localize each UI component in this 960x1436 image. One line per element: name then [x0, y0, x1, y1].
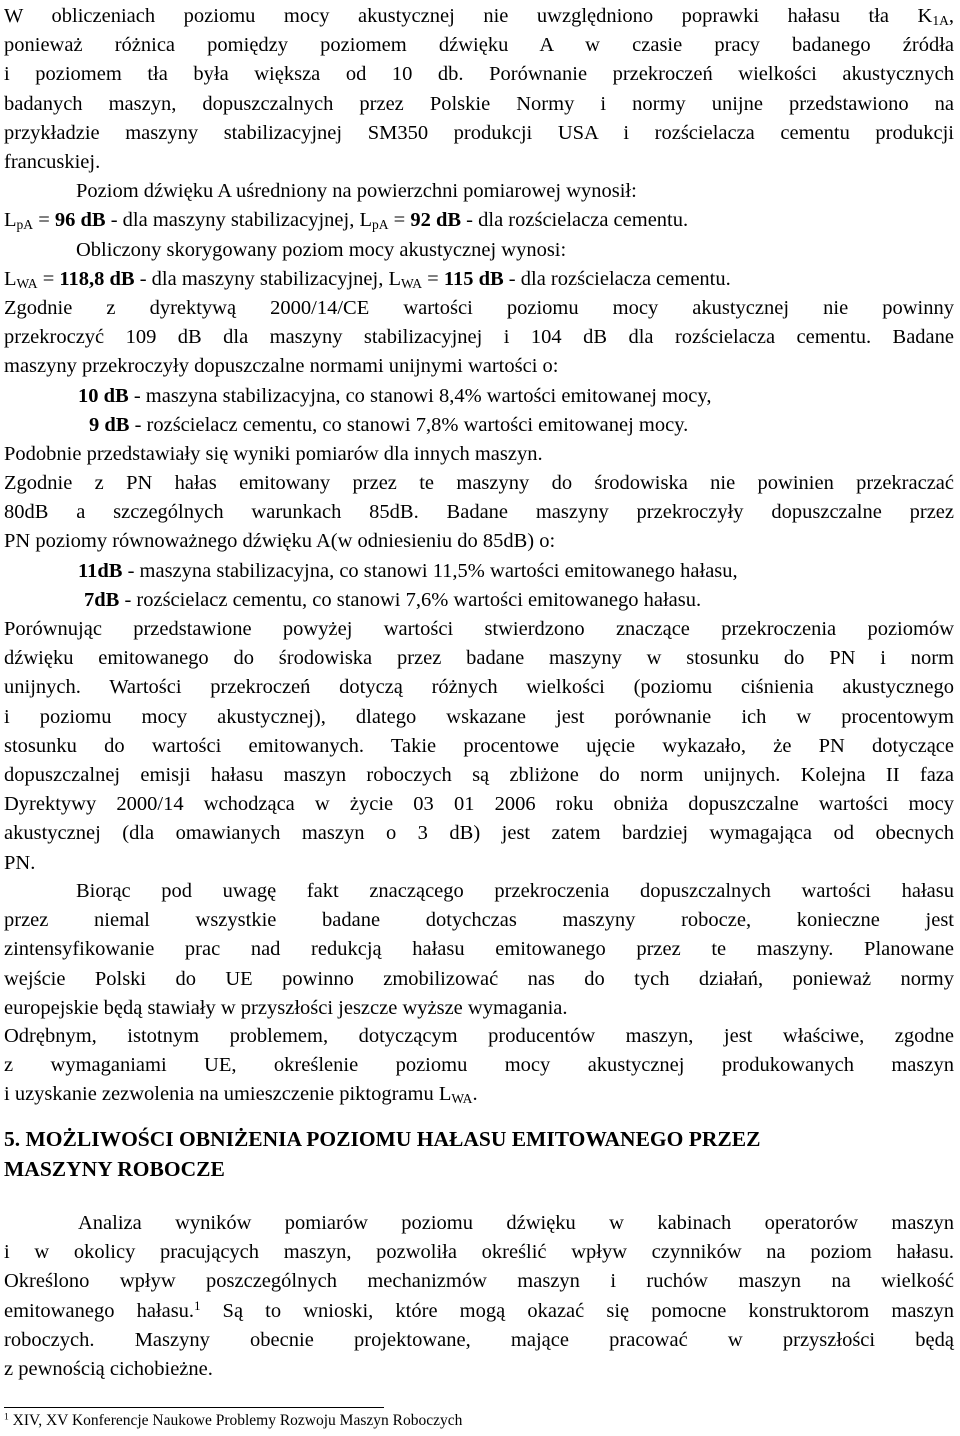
paragraph-sound-level: Poziom dźwięku A uśredniony na powierzchni pomiarowej wynosił: $L_{pA} = 96$ dB - dla maszyny stabilizacyjnej, $L_{pA} = 92$ dB - dla rozścielacza cementu. [4, 180, 689, 233]
footnote: $^1$ XIV, XV Konferencje Naukowe Problemy Rozwoju Maszyn Roboczych [4, 1411, 463, 1429]
paragraph-pn-limits: Zgodnie z PN hałas emitowany przez te maszyny do środowiska nie powinien przekraczać 80dB a szczególnych warunkach 85dB. Badane maszyny przekroczyły dopuszczalne przez PN poziomy równoważnego dźwięku A(w odniesieniu do 85dB) o: 11dB - maszyna stabilizacyjna, co stanowi 11,5% wartości emitowanego hałasu, 7dB - rozścielacz cementu, co stanowi 7,6% wartości emitowanego hałasu. [4, 469, 954, 615]
footnote-separator [4, 1407, 384, 1408]
list-item: 11dB - maszyna stabilizacyjna, co stanowi 11,5% wartości emitowanego hałasu, [78, 559, 738, 582]
paragraph-sound-power: Obliczony skorygowany poziom mocy akustycznej wynosi: $L_{WA} = 118,8$ dB - dla maszyny stabilizacyjnej, $L_{WA} = 115$ dB - dla rozścielacza cementu. [4, 239, 731, 292]
paragraph-analysis: Analiza wyników pomiarów poziomu dźwięku w kabinach operatorów maszyn i w okolicy pracujących maszyn, pozwoliła określić wpływ czynników na poziom hałasu. Określono wpływ poszczególnych mechanizmów maszyn i ruchów maszyn na wielkość emitowanego hałasu.$^1$ Są to wnioski, które mogą okazać się pomocne konstruktorom maszyn roboczych. Maszyny obecnie projektowane, mające pracować w przyszłości będą z pewnością cichobieżne. [4, 1212, 954, 1381]
footnote-reference: 1 [194, 1298, 201, 1313]
paragraph-producers: Odrębnym, istotnym problemem, dotyczącym producentów maszyn, jest właściwe, zgodne z wymaganiami UE, określenie poziomu mocy akustycznej produkowanych maszyn i uzyskanie zezwolenia na umieszczenie piktogramu $L_{WA}$. [4, 1025, 954, 1107]
paragraph-directive-limits: Zgodnie z dyrektywą 2000/14/CE wartości poziomu mocy akustycznej nie powinny przekroczyć 109 dB dla maszyny stabilizacyjnej i 104 dB dla rozścielacza cementu. Badane maszyny przekroczyły dopuszczalne normami unijnymi wartości o: 10 dB - maszyna stabilizacyjna, co stanowi 8,4% wartości emitowanej mocy, 9 dB - rozścielacz cementu, co stanowi 7,8% wartości emitowanej mocy. [4, 294, 954, 440]
paragraph-other-machines: Podobnie przedstawiały się wyniki pomiarów dla innych maszyn. [4, 443, 543, 465]
paragraph-conclusion: Biorąc pod uwagę fakt znaczącego przekroczenia dopuszczalnych wartości hałasu przez niemal wszystkie badane dotychczas maszyny robocze, konieczne jest zintensyfikowanie prac nad redukcją hałasu emitowanego przez te maszyny. Planowane wejście Polski do UE powinno zmobilizować nas do tych działań, ponieważ normy europejskie będą stawiały w przyszłości jeszcze wyższe wymagania. [4, 880, 954, 1019]
section-heading: 5. MOŻLIWOŚCI OBNIŻENIA POZIOMU HAŁASU EMITOWANEGO PRZEZ MASZYNY ROBOCZE [4, 1127, 761, 1181]
list-item: 9 dB - rozścielacz cementu, co stanowi 7,8% wartości emitowanej mocy. [89, 413, 689, 436]
paragraph-background-noise: W obliczeniach poziomu mocy akustycznej nie uwzględniono poprawki hałasu tła $K_{1A}$, ponieważ różnica pomiędzy poziomem dźwięku A w czasie pracy badanego źródła i poziomem tła była większa od 10 db. Porównanie przekroczeń wielkości akustycznych badanych maszyn, dopuszczalnych przez Polskie Normy i normy unijne przedstawiono na przykładzie maszyny stabilizacyjnej SM350 produkcji USA i rozścielacza cementu produkcji francuskiej. [4, 5, 954, 174]
list-item: 7dB - rozścielacz cementu, co stanowi 7,6% wartości emitowanego hałasu. [84, 588, 702, 611]
paragraph-comparison: Porównując przedstawione powyżej wartości stwierdzono znaczące przekroczenia poziomów dźwięku emitowanego do środowiska przez badane maszyny w stosunku do PN i norm unijnych. Wartości przekroczeń dotyczą różnych wielkości (poziomu ciśnienia akustycznego i poziomu mocy akustycznej), dlatego wskazane jest porównanie ich w procentowym stosunku do wartości emitowanych. Takie procentowe ujęcie wykazało, że PN dotyczące dopuszczalnej emisji hałasu maszyn roboczych są zbliżone do norm unijnych. Kolejna II faza Dyrektywy 2000/14 wchodząca w życie 03 01 2006 roku obniża dopuszczalne wartości mocy akustycznej (dla omawianych maszyn o 3 dB) jest zatem bardziej wymagająca od obecnych PN. [4, 618, 954, 874]
list-item: 10 dB - maszyna stabilizacyjna, co stanowi 8,4% wartości emitowanej mocy, [78, 384, 712, 407]
